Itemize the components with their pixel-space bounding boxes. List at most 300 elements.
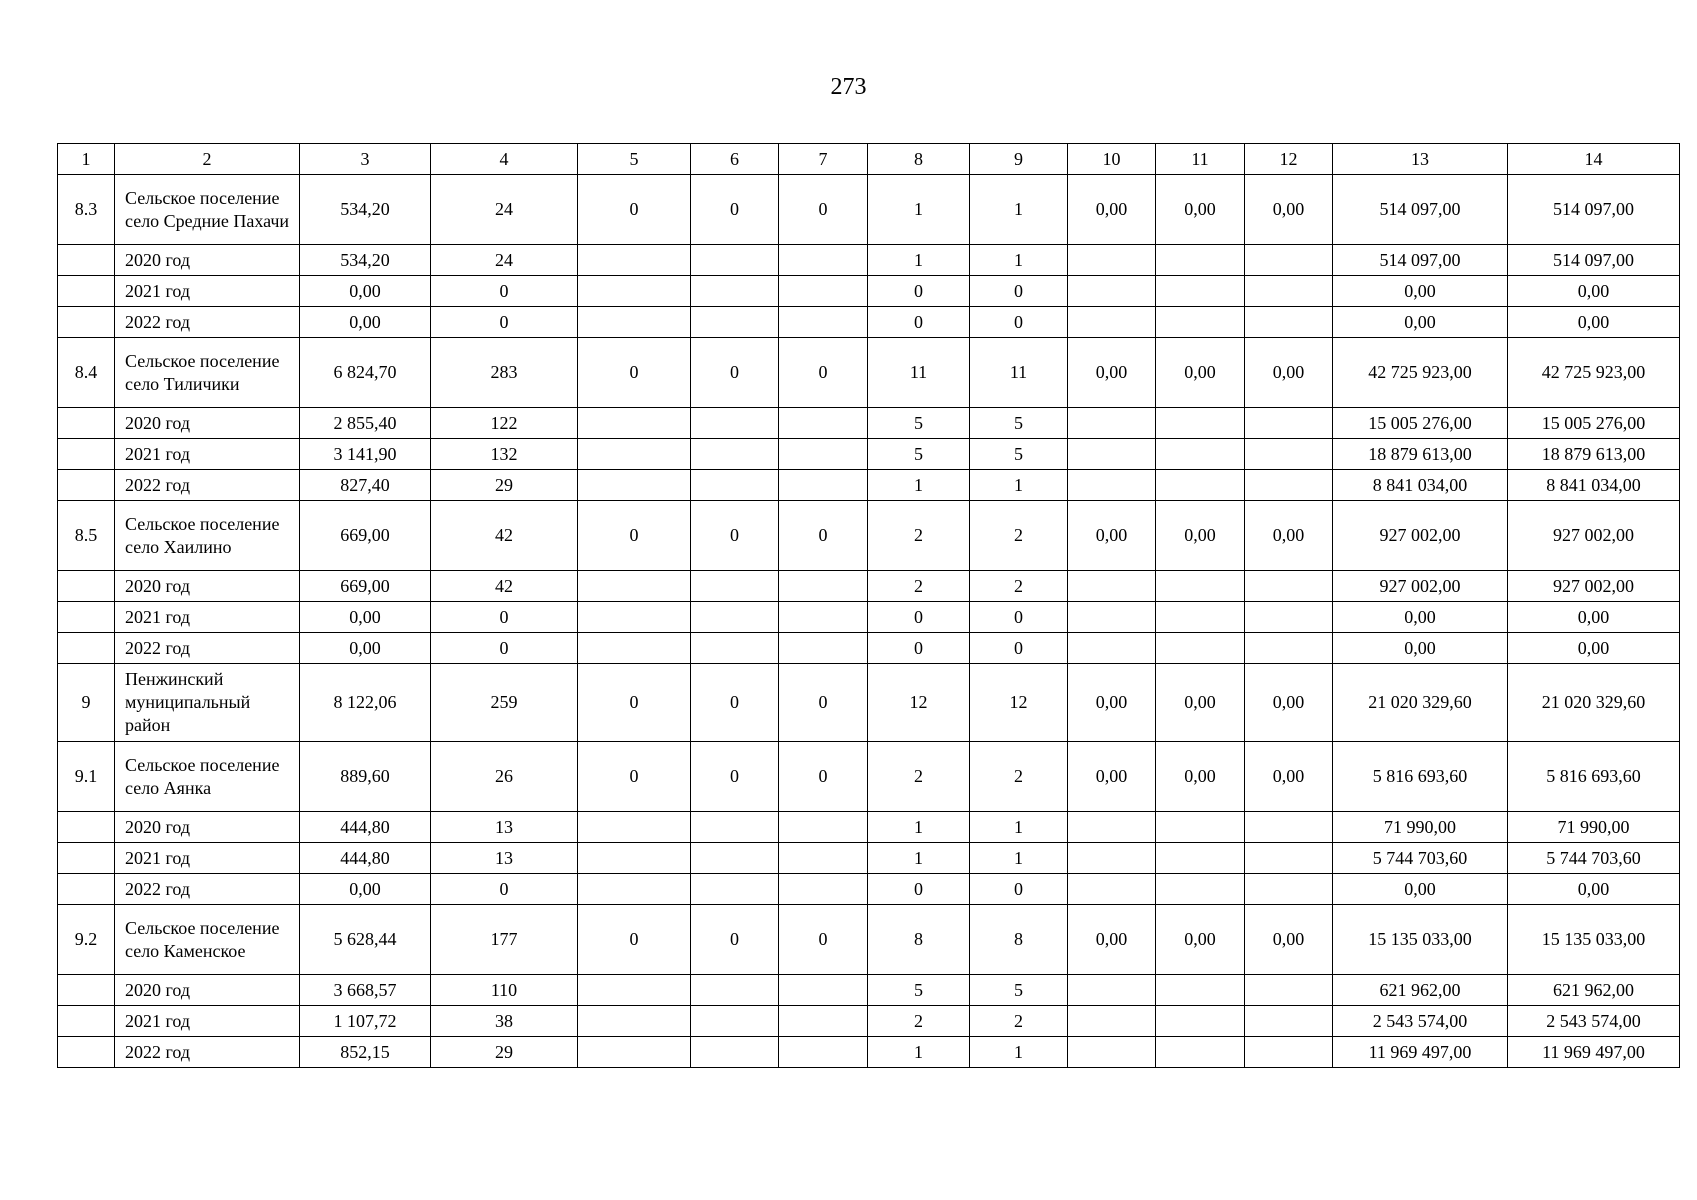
- table-cell: 0: [970, 307, 1068, 338]
- table-cell: 0: [578, 501, 691, 571]
- table-cell: 2 543 574,00: [1508, 1006, 1680, 1037]
- row-label-cell: Пенжинский муниципальный район: [115, 664, 300, 742]
- table-cell: 42 725 923,00: [1333, 338, 1508, 408]
- table-cell: [58, 439, 115, 470]
- table-cell: 0,00: [300, 276, 431, 307]
- table-cell: 1 107,72: [300, 1006, 431, 1037]
- table-cell: [1068, 1037, 1156, 1068]
- table-cell: [58, 602, 115, 633]
- table-cell: 0: [779, 905, 868, 975]
- table-cell: 8.5: [58, 501, 115, 571]
- table-cell: 1: [970, 1037, 1068, 1068]
- table-cell: [779, 602, 868, 633]
- table-row: [58, 742, 1680, 812]
- table-cell: 514 097,00: [1508, 245, 1680, 276]
- table-cell: [578, 439, 691, 470]
- table-cell: 8 841 034,00: [1333, 470, 1508, 501]
- table-cell: 889,60: [300, 742, 431, 812]
- table-cell: 2: [868, 571, 970, 602]
- table-row: [58, 664, 1680, 742]
- table-cell: 669,00: [300, 571, 431, 602]
- row-label-cell: 2022 год: [115, 874, 300, 905]
- table-cell: 0: [868, 602, 970, 633]
- table-cell: 26: [431, 742, 578, 812]
- table-cell: 534,20: [300, 175, 431, 245]
- table-cell: 514 097,00: [1508, 175, 1680, 245]
- table-cell: 0: [779, 175, 868, 245]
- column-header: 1: [58, 144, 115, 175]
- table-cell: 0: [779, 338, 868, 408]
- table-cell: 12: [868, 664, 970, 742]
- page-number: 273: [830, 74, 867, 100]
- table-cell: [578, 307, 691, 338]
- table-cell: [1156, 812, 1245, 843]
- header-row: [58, 144, 1680, 175]
- table-cell: 0,00: [1508, 602, 1680, 633]
- table-cell: [578, 843, 691, 874]
- table-row: [58, 470, 1680, 501]
- table-cell: 0: [691, 905, 779, 975]
- table-row: [58, 975, 1680, 1006]
- table-cell: [58, 307, 115, 338]
- table-cell: 8.3: [58, 175, 115, 245]
- table-cell: 0: [868, 874, 970, 905]
- table-cell: [1245, 812, 1333, 843]
- table-cell: 0: [970, 874, 1068, 905]
- row-label-cell: Сельское поселение село Тиличики: [115, 338, 300, 408]
- table-row: [58, 338, 1680, 408]
- column-header: 11: [1156, 144, 1245, 175]
- table-row: [58, 602, 1680, 633]
- table-cell: 852,15: [300, 1037, 431, 1068]
- table-cell: 2: [970, 501, 1068, 571]
- table-cell: 6 824,70: [300, 338, 431, 408]
- table-cell: 29: [431, 1037, 578, 1068]
- row-label-cell: 2021 год: [115, 843, 300, 874]
- table-cell: 3 668,57: [300, 975, 431, 1006]
- table-cell: [58, 571, 115, 602]
- table-cell: 0,00: [1156, 905, 1245, 975]
- table-cell: [1156, 633, 1245, 664]
- table-cell: 177: [431, 905, 578, 975]
- table-cell: [58, 470, 115, 501]
- table-cell: 5 744 703,60: [1333, 843, 1508, 874]
- table-cell: 71 990,00: [1508, 812, 1680, 843]
- table-cell: [578, 812, 691, 843]
- table-cell: 0: [431, 307, 578, 338]
- table-cell: 0: [431, 602, 578, 633]
- table-cell: 0: [779, 742, 868, 812]
- table-cell: [779, 408, 868, 439]
- table-cell: [691, 602, 779, 633]
- table-cell: 444,80: [300, 843, 431, 874]
- table-cell: 5: [970, 408, 1068, 439]
- table-cell: 0: [779, 501, 868, 571]
- table-cell: 0,00: [1245, 664, 1333, 742]
- table-cell: [1068, 307, 1156, 338]
- table-cell: [1068, 408, 1156, 439]
- table-cell: [779, 633, 868, 664]
- row-label-cell: 2021 год: [115, 439, 300, 470]
- table-cell: 927 002,00: [1333, 501, 1508, 571]
- row-label-cell: 2021 год: [115, 1006, 300, 1037]
- table-cell: [779, 245, 868, 276]
- table-cell: 0,00: [300, 602, 431, 633]
- table-cell: [691, 408, 779, 439]
- table-row: [58, 1006, 1680, 1037]
- table-cell: 15 135 033,00: [1508, 905, 1680, 975]
- table-cell: [1156, 1037, 1245, 1068]
- table-row: [58, 439, 1680, 470]
- table-cell: 8: [868, 905, 970, 975]
- table-cell: 0: [868, 633, 970, 664]
- table-cell: [1245, 408, 1333, 439]
- table-cell: 1: [970, 245, 1068, 276]
- table-cell: 0,00: [1068, 175, 1156, 245]
- table-cell: 0,00: [1333, 307, 1508, 338]
- table-cell: [58, 276, 115, 307]
- table-cell: [691, 843, 779, 874]
- table-cell: [1245, 1037, 1333, 1068]
- table-cell: 0: [578, 905, 691, 975]
- table-row: [58, 812, 1680, 843]
- table-cell: 0: [691, 175, 779, 245]
- column-header: 8: [868, 144, 970, 175]
- table-cell: [1068, 874, 1156, 905]
- table-cell: 1: [868, 245, 970, 276]
- table-cell: 18 879 613,00: [1333, 439, 1508, 470]
- table-cell: 1: [868, 175, 970, 245]
- table-cell: 5 816 693,60: [1333, 742, 1508, 812]
- table-cell: [578, 602, 691, 633]
- table-cell: [1156, 307, 1245, 338]
- table-cell: [779, 276, 868, 307]
- table-cell: 0,00: [300, 633, 431, 664]
- table-cell: 0,00: [1333, 602, 1508, 633]
- table-row: [58, 633, 1680, 664]
- row-label-cell: 2021 год: [115, 602, 300, 633]
- table-cell: 621 962,00: [1508, 975, 1680, 1006]
- table-cell: [1245, 874, 1333, 905]
- table-cell: 11: [868, 338, 970, 408]
- row-label-cell: Сельское поселение село Хаилино: [115, 501, 300, 571]
- table-cell: [58, 1037, 115, 1068]
- table-cell: 5: [970, 439, 1068, 470]
- table-cell: 5 628,44: [300, 905, 431, 975]
- column-header: 12: [1245, 144, 1333, 175]
- table-cell: 8 122,06: [300, 664, 431, 742]
- table-cell: 0,00: [1245, 742, 1333, 812]
- table-row: [58, 307, 1680, 338]
- table-cell: 0,00: [1508, 633, 1680, 664]
- table-cell: [1245, 276, 1333, 307]
- table-cell: 534,20: [300, 245, 431, 276]
- table-cell: 1: [970, 175, 1068, 245]
- table-cell: 259: [431, 664, 578, 742]
- table-cell: [691, 276, 779, 307]
- row-label-cell: 2022 год: [115, 1037, 300, 1068]
- table-cell: [1245, 470, 1333, 501]
- table-row: [58, 905, 1680, 975]
- table-cell: 2: [868, 742, 970, 812]
- table-cell: 5: [868, 975, 970, 1006]
- table-cell: 2: [970, 571, 1068, 602]
- row-label-cell: 2022 год: [115, 633, 300, 664]
- table-cell: 122: [431, 408, 578, 439]
- table-cell: 21 020 329,60: [1333, 664, 1508, 742]
- table-cell: [1245, 307, 1333, 338]
- table-cell: 0: [578, 338, 691, 408]
- table-cell: 2 543 574,00: [1333, 1006, 1508, 1037]
- table-cell: [691, 245, 779, 276]
- table-cell: [1156, 874, 1245, 905]
- table-cell: 24: [431, 175, 578, 245]
- table-cell: [58, 874, 115, 905]
- table-cell: 0: [691, 742, 779, 812]
- table-cell: [779, 1006, 868, 1037]
- table-cell: 0,00: [1245, 338, 1333, 408]
- table-cell: 38: [431, 1006, 578, 1037]
- table-row: [58, 175, 1680, 245]
- table-cell: [1245, 975, 1333, 1006]
- table-cell: 132: [431, 439, 578, 470]
- table-cell: 0,00: [1156, 501, 1245, 571]
- table-cell: 0,00: [1156, 175, 1245, 245]
- table-cell: 0,00: [1068, 501, 1156, 571]
- table-row: [58, 874, 1680, 905]
- table-cell: 0: [779, 664, 868, 742]
- data-table: [57, 143, 1680, 1068]
- table-cell: 0,00: [1068, 742, 1156, 812]
- table-cell: [1156, 439, 1245, 470]
- table-cell: [1068, 975, 1156, 1006]
- table-cell: [1068, 843, 1156, 874]
- table-cell: 29: [431, 470, 578, 501]
- table-cell: 0,00: [1333, 874, 1508, 905]
- table-cell: [691, 812, 779, 843]
- table-cell: [779, 470, 868, 501]
- table-cell: 21 020 329,60: [1508, 664, 1680, 742]
- table-row: [58, 1037, 1680, 1068]
- table-cell: [779, 975, 868, 1006]
- table-cell: [578, 571, 691, 602]
- column-header: 7: [779, 144, 868, 175]
- column-header: 14: [1508, 144, 1680, 175]
- table-cell: [1068, 812, 1156, 843]
- table-cell: [1156, 1006, 1245, 1037]
- table-cell: [779, 439, 868, 470]
- column-header: 10: [1068, 144, 1156, 175]
- table-cell: [58, 408, 115, 439]
- row-label-cell: 2020 год: [115, 975, 300, 1006]
- table-cell: [1156, 470, 1245, 501]
- table-cell: 15 135 033,00: [1333, 905, 1508, 975]
- table-cell: 9.2: [58, 905, 115, 975]
- column-header: 3: [300, 144, 431, 175]
- table-cell: [691, 874, 779, 905]
- table-cell: 8.4: [58, 338, 115, 408]
- table-cell: [1156, 975, 1245, 1006]
- table-cell: 11 969 497,00: [1508, 1037, 1680, 1068]
- table-cell: [1245, 1006, 1333, 1037]
- table-cell: [1245, 571, 1333, 602]
- table-cell: 15 005 276,00: [1508, 408, 1680, 439]
- table-cell: 2: [868, 1006, 970, 1037]
- table-cell: [1156, 245, 1245, 276]
- table-row: [58, 501, 1680, 571]
- table-cell: 13: [431, 812, 578, 843]
- table-cell: [1245, 633, 1333, 664]
- table-cell: [691, 1037, 779, 1068]
- table-cell: 0: [970, 633, 1068, 664]
- column-header: 5: [578, 144, 691, 175]
- row-label-cell: 2020 год: [115, 571, 300, 602]
- table-cell: 0,00: [300, 307, 431, 338]
- table-cell: [779, 812, 868, 843]
- table-cell: 11: [970, 338, 1068, 408]
- table-cell: 42 725 923,00: [1508, 338, 1680, 408]
- table-cell: 0: [578, 742, 691, 812]
- table-cell: 0,00: [1068, 338, 1156, 408]
- table-cell: 444,80: [300, 812, 431, 843]
- table-cell: 3 141,90: [300, 439, 431, 470]
- table-cell: [1245, 439, 1333, 470]
- table-cell: [1068, 602, 1156, 633]
- table-cell: [58, 633, 115, 664]
- table-cell: 5: [970, 975, 1068, 1006]
- row-label-cell: Сельское поселение село Средние Пахачи: [115, 175, 300, 245]
- table-cell: 0,00: [1245, 501, 1333, 571]
- table-cell: 0,00: [1508, 276, 1680, 307]
- table-cell: [691, 439, 779, 470]
- table-cell: 0: [578, 175, 691, 245]
- table-row: [58, 276, 1680, 307]
- table-cell: [691, 307, 779, 338]
- table-cell: 0: [868, 276, 970, 307]
- table-cell: 5: [868, 408, 970, 439]
- table-cell: 927 002,00: [1333, 571, 1508, 602]
- table-cell: [779, 1037, 868, 1068]
- column-header: 9: [970, 144, 1068, 175]
- table-cell: [58, 245, 115, 276]
- table-cell: 0,00: [300, 874, 431, 905]
- table-cell: 8 841 034,00: [1508, 470, 1680, 501]
- table-cell: 283: [431, 338, 578, 408]
- table-cell: [1245, 245, 1333, 276]
- table-cell: 2: [868, 501, 970, 571]
- table-cell: [578, 633, 691, 664]
- column-header: 6: [691, 144, 779, 175]
- table-cell: [1068, 276, 1156, 307]
- table-cell: 0,00: [1156, 742, 1245, 812]
- row-label-cell: 2021 год: [115, 276, 300, 307]
- table-cell: [691, 975, 779, 1006]
- table-cell: [1068, 633, 1156, 664]
- table-cell: 0: [691, 338, 779, 408]
- table-cell: 1: [868, 812, 970, 843]
- table-cell: [1068, 1006, 1156, 1037]
- table-cell: [1068, 470, 1156, 501]
- table-cell: 0: [431, 276, 578, 307]
- table-cell: 0,00: [1156, 664, 1245, 742]
- table-cell: [1156, 602, 1245, 633]
- table-cell: 2 855,40: [300, 408, 431, 439]
- table-cell: 24: [431, 245, 578, 276]
- table-cell: 1: [868, 470, 970, 501]
- table-cell: 11 969 497,00: [1333, 1037, 1508, 1068]
- table-cell: 5 816 693,60: [1508, 742, 1680, 812]
- table-cell: [691, 633, 779, 664]
- table-cell: 0: [691, 664, 779, 742]
- table-cell: 1: [970, 470, 1068, 501]
- table-cell: 621 962,00: [1333, 975, 1508, 1006]
- table-row: [58, 843, 1680, 874]
- column-header: 4: [431, 144, 578, 175]
- table-cell: 0,00: [1068, 905, 1156, 975]
- column-header: 2: [115, 144, 300, 175]
- table-cell: 42: [431, 501, 578, 571]
- table-cell: [1156, 571, 1245, 602]
- row-label-cell: Сельское поселение село Каменское: [115, 905, 300, 975]
- table-cell: [1245, 602, 1333, 633]
- table-cell: 42: [431, 571, 578, 602]
- table-cell: 1: [970, 812, 1068, 843]
- table-cell: 0: [431, 633, 578, 664]
- table-cell: [1156, 843, 1245, 874]
- table-cell: [1245, 843, 1333, 874]
- table-cell: 71 990,00: [1333, 812, 1508, 843]
- table-cell: [58, 975, 115, 1006]
- table-cell: 514 097,00: [1333, 245, 1508, 276]
- row-label-cell: 2020 год: [115, 408, 300, 439]
- table-row: [58, 408, 1680, 439]
- table-cell: 9: [58, 664, 115, 742]
- table-cell: 0: [868, 307, 970, 338]
- table-cell: [779, 874, 868, 905]
- table-cell: [691, 470, 779, 501]
- table-cell: [578, 408, 691, 439]
- table-cell: 0: [970, 276, 1068, 307]
- table-cell: 0,00: [1245, 905, 1333, 975]
- table-cell: 5 744 703,60: [1508, 843, 1680, 874]
- table-cell: 1: [868, 1037, 970, 1068]
- table-cell: [58, 843, 115, 874]
- table-cell: [578, 975, 691, 1006]
- table-cell: 13: [431, 843, 578, 874]
- table-cell: 110: [431, 975, 578, 1006]
- row-label-cell: 2020 год: [115, 245, 300, 276]
- table-cell: [1068, 439, 1156, 470]
- table-cell: [578, 1037, 691, 1068]
- row-label-cell: 2020 год: [115, 812, 300, 843]
- row-label-cell: 2022 год: [115, 307, 300, 338]
- table-row: [58, 571, 1680, 602]
- table-cell: [779, 571, 868, 602]
- table-cell: 0,00: [1333, 633, 1508, 664]
- table-cell: 0: [431, 874, 578, 905]
- table-cell: [578, 245, 691, 276]
- table-cell: 0,00: [1508, 307, 1680, 338]
- table-cell: [578, 276, 691, 307]
- table-cell: [779, 843, 868, 874]
- table-cell: [578, 874, 691, 905]
- table-cell: 927 002,00: [1508, 571, 1680, 602]
- table-cell: [1068, 245, 1156, 276]
- table-cell: 927 002,00: [1508, 501, 1680, 571]
- table-cell: [58, 1006, 115, 1037]
- column-header: 13: [1333, 144, 1508, 175]
- row-label-cell: Сельское поселение село Аянка: [115, 742, 300, 812]
